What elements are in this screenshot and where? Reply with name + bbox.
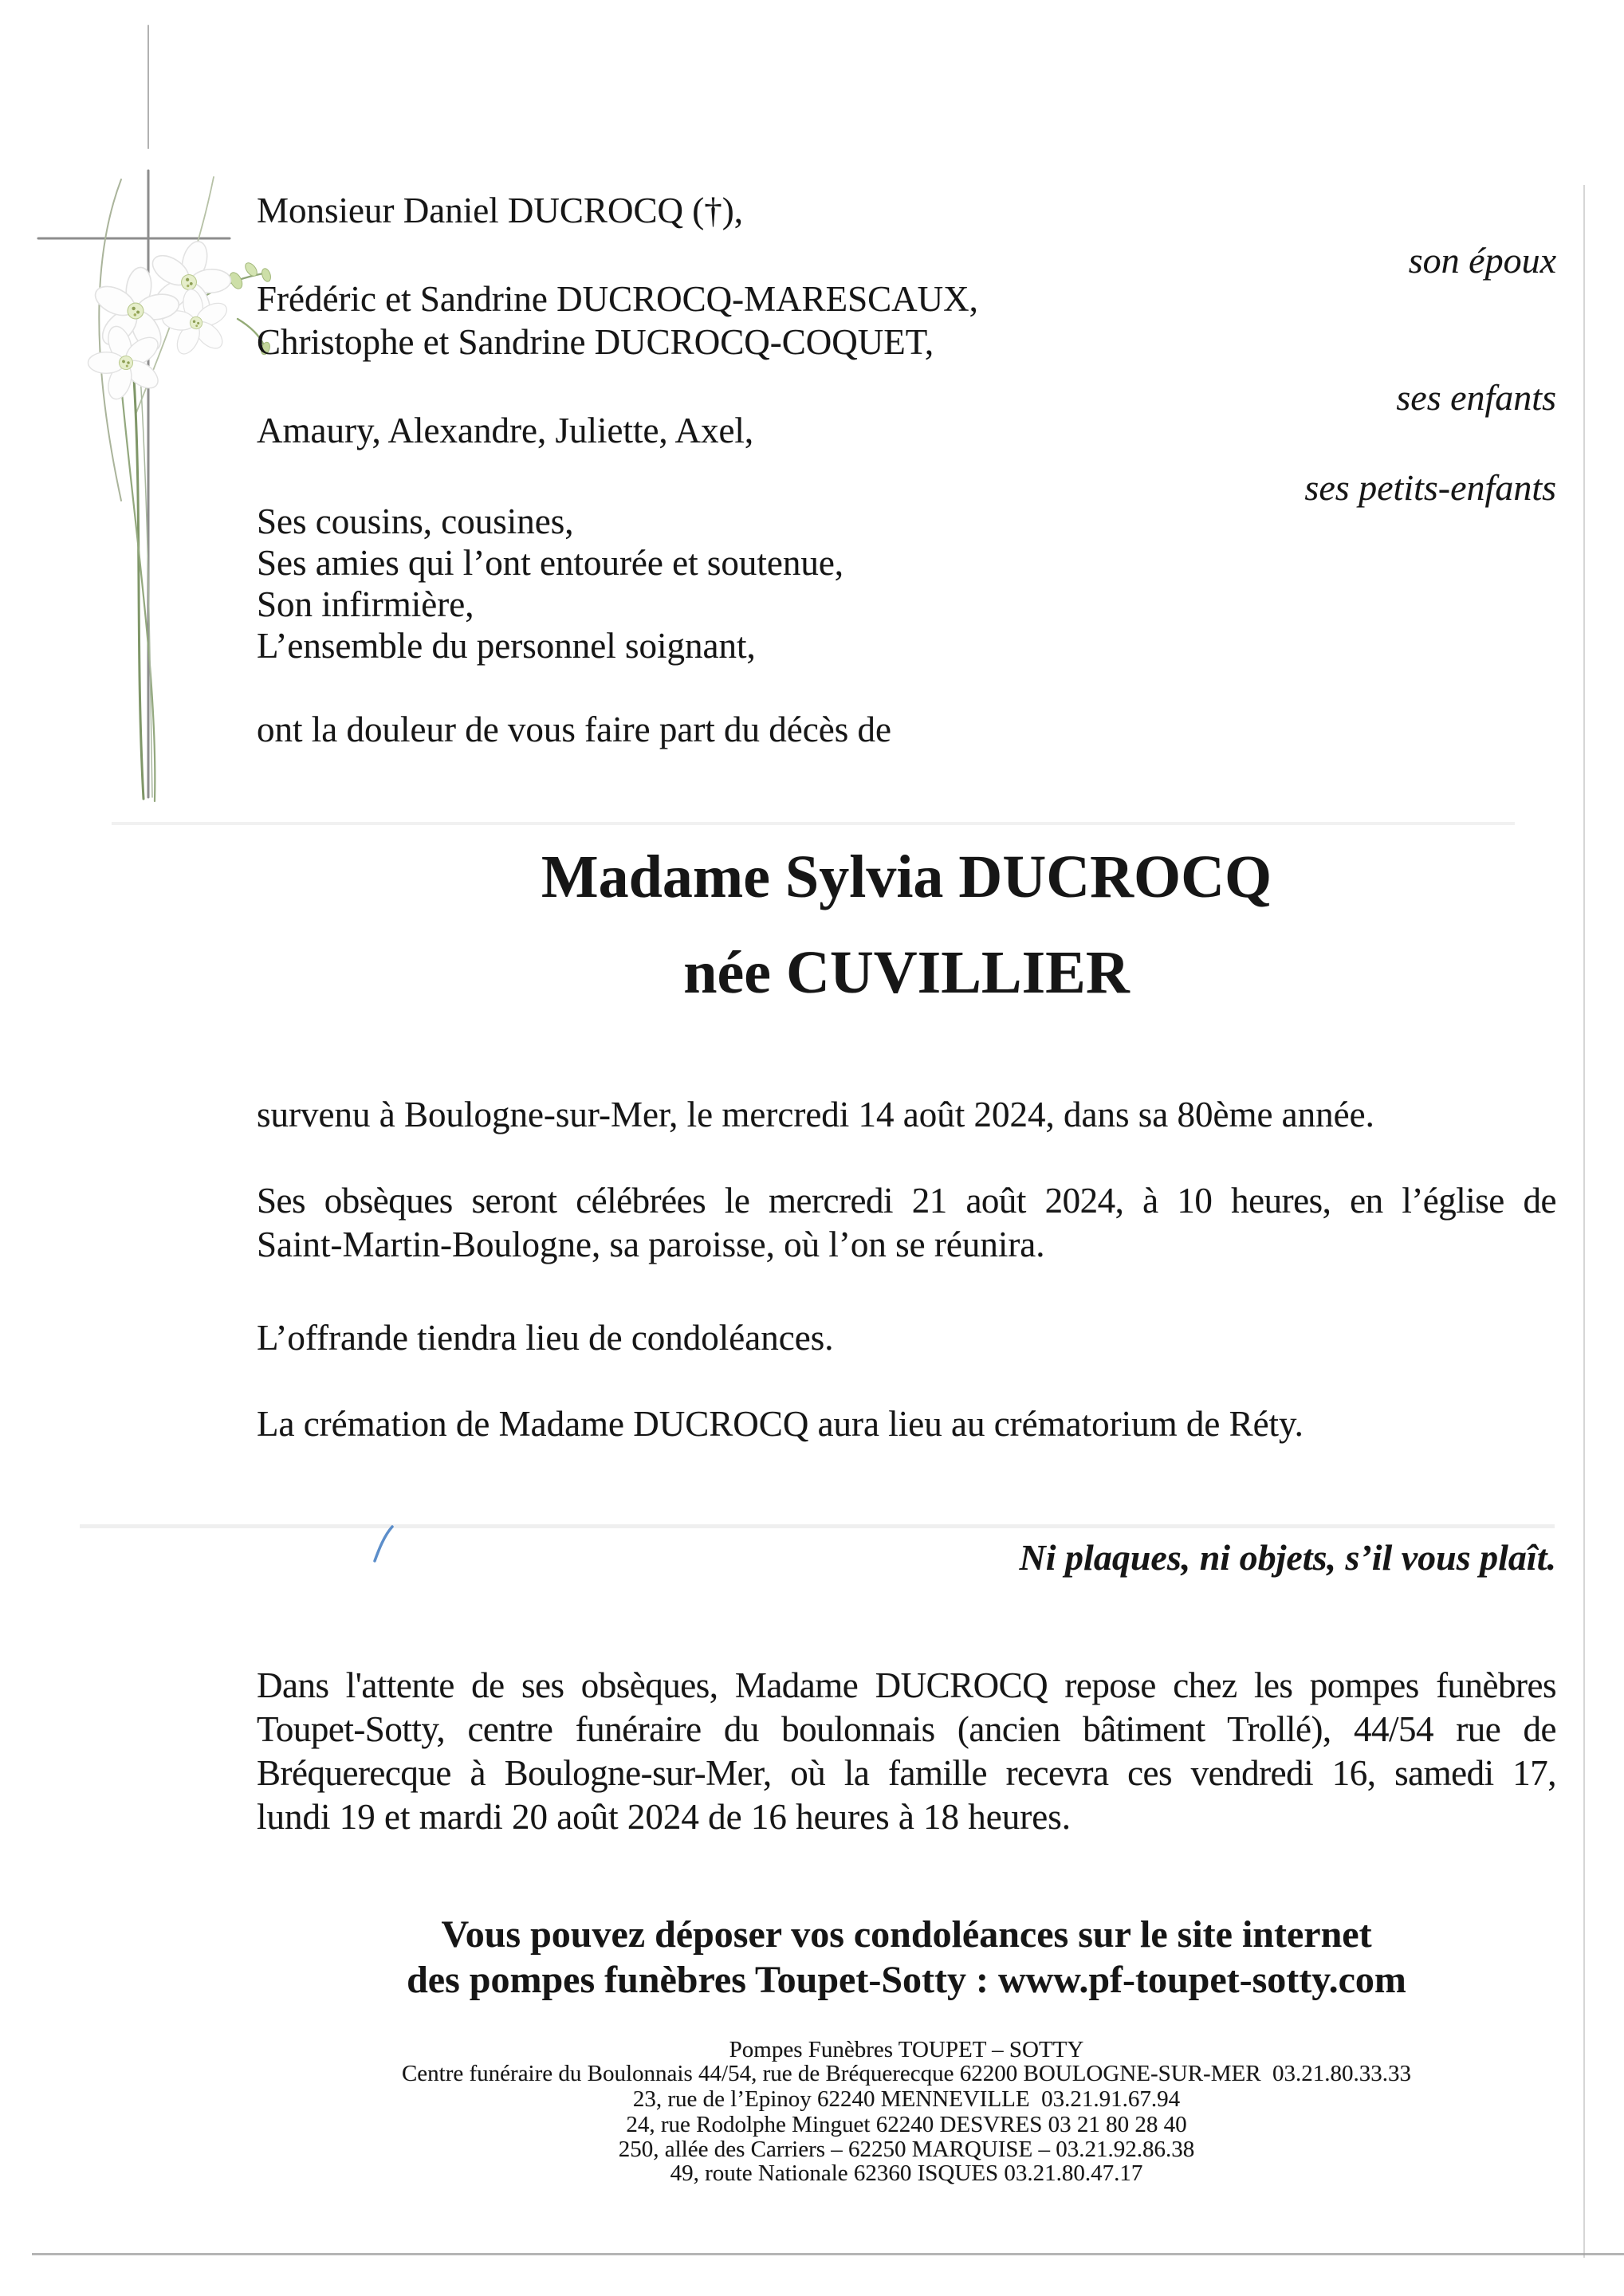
scan-page-edge-vertical [1583, 185, 1585, 2258]
deceased-name: Madame Sylvia DUCROCQ [541, 843, 1272, 910]
repose-line: Bréquerecque à Boulogne-sur-Mer, où la famille recevra ces vendredi 16, samedi 17, [257, 1753, 1556, 1793]
deceased-maiden-name: née CUVILLIER [683, 939, 1130, 1006]
footer-company-name: Pompes Funèbres TOUPET – SOTTY [729, 2037, 1084, 2062]
cross-icon [38, 26, 230, 797]
children-line: Frédéric et Sandrine DUCROCQ-MARESCAUX, [257, 279, 978, 319]
footer-address: Centre funéraire du Boulonnais 44/54, rue de Bréquerecque 62200 BOULOGNE-SUR-MER 03.21.80.33.33 [401, 2061, 1412, 2086]
announcement-line: ont la douleur de vous faire part du décès de [257, 710, 891, 749]
relation-label-spouse: son époux [1408, 240, 1556, 281]
scan-streak-artifact [112, 822, 1515, 825]
repose-line: Toupet-Sotty, centre funéraire du boulonnais (ancien bâtiment Trollé), 44/54 rue de [257, 1709, 1556, 1749]
scan-page-edge-bottom [32, 2253, 1624, 2255]
cremation-line: La crémation de Madame DUCROCQ aura lieu au crématorium de Réty. [257, 1404, 1304, 1444]
condolences-site-line: Vous pouvez déposer vos condoléances sur le site internet [441, 1913, 1372, 1956]
service-line: Saint-Martin-Boulogne, sa paroisse, où l’on se réunira. [257, 1225, 1045, 1264]
death-details-line: survenu à Boulogne-sur-Mer, le mercredi 14 août 2024, dans sa 80ème année. [257, 1095, 1374, 1134]
relatives-line: Ses cousins, cousines, [257, 501, 574, 541]
children-line: Christophe et Sandrine DUCROCQ-COQUET, [257, 322, 934, 362]
grandchildren-line: Amaury, Alexandre, Juliette, Axel, [257, 411, 754, 450]
footer-address: 24, rue Rodolphe Minguet 62240 DESVRES 03 21 80 28 40 [626, 2112, 1187, 2137]
relatives-line: L’ensemble du personnel soignant, [257, 626, 756, 666]
relation-label-grandchildren: ses petits-enfants [1304, 467, 1556, 508]
relation-label-children: ses enfants [1396, 377, 1556, 418]
relatives-line: Ses amies qui l’ont entourée et soutenue, [257, 543, 844, 583]
repose-line: Dans l'attente de ses obsèques, Madame DUCROCQ repose chez les pompes funèbres [257, 1665, 1556, 1705]
spouse-line: Monsieur Daniel DUCROCQ (†), [257, 191, 743, 230]
service-line: Ses obsèques seront célébrées le mercredi 21 août 2024, à 10 heures, en l’église de [257, 1181, 1556, 1221]
footer-address: 23, rue de l’Epinoy 62240 MENNEVILLE 03.21.91.67.94 [632, 2086, 1181, 2112]
condolences-site-url-line: des pompes funèbres Toupet-Sotty : www.pf-toupet-sotty.com [407, 1959, 1406, 2001]
repose-line: lundi 19 et mardi 20 août 2024 de 16 heures à 18 heures. [257, 1797, 1072, 1837]
relatives-line: Son infirmière, [257, 584, 474, 624]
footer-address: 49, route Nationale 62360 ISQUES 03.21.80.47.17 [670, 2160, 1143, 2186]
footer-address: 250, allée des Carriers – 62250 MARQUISE – 03.21.92.86.38 [618, 2137, 1195, 2162]
no-flowers-request: Ni plaques, ni objets, s’il vous plaît. [1019, 1537, 1556, 1578]
scan-streak-artifact [80, 1524, 1555, 1528]
offering-line: L’offrande tiendra lieu de condoléances. [257, 1318, 834, 1358]
